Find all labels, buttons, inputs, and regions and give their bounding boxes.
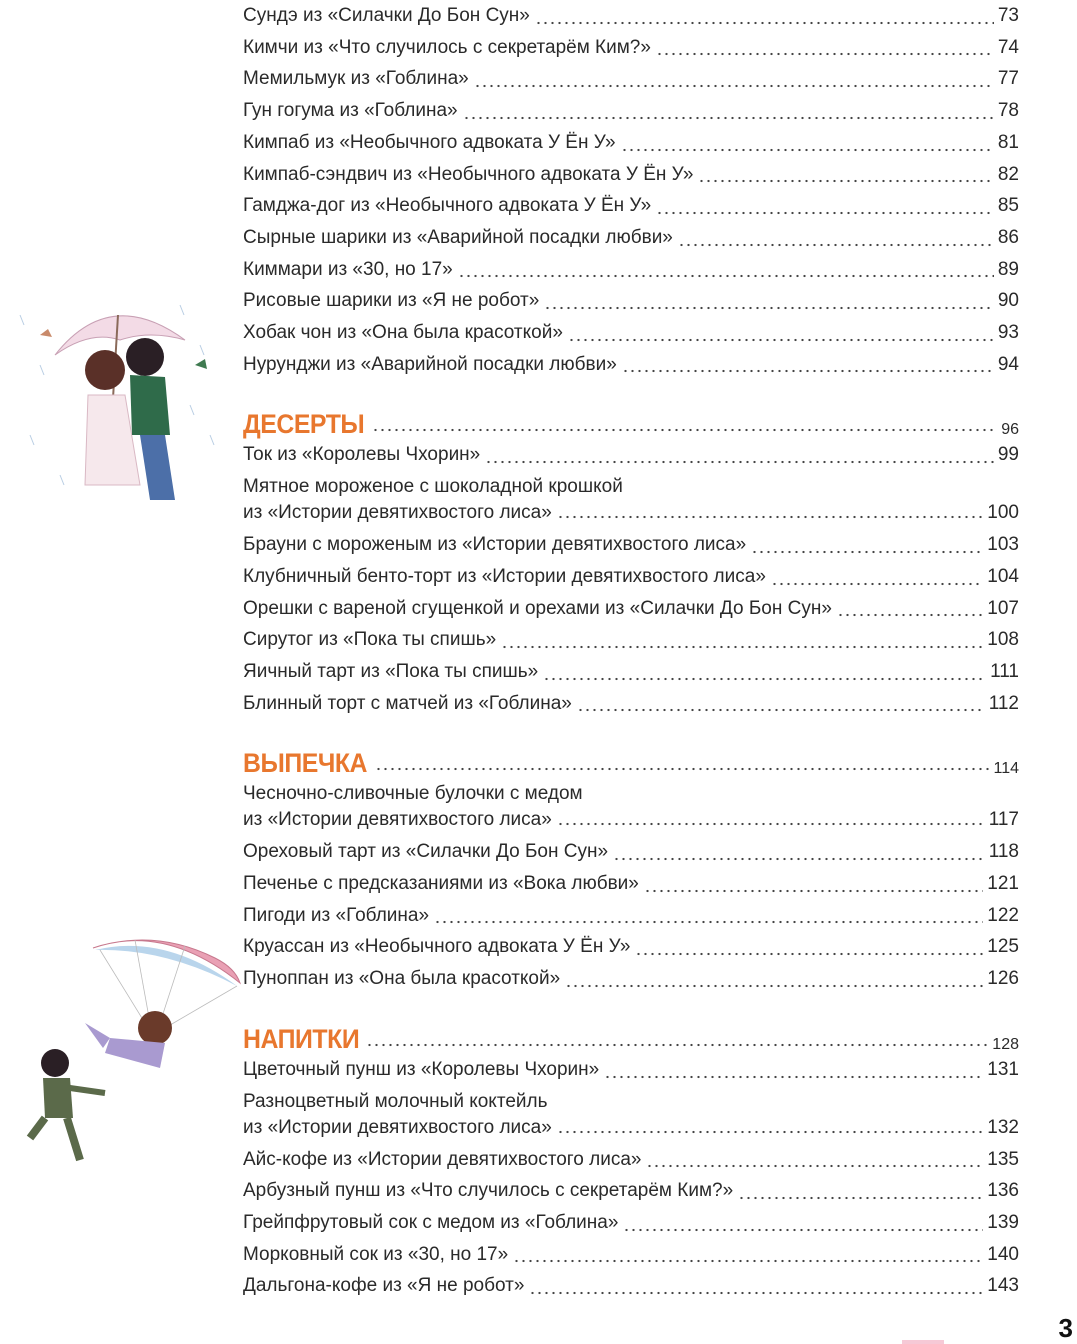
toc-entry[interactable]: [243, 254, 1019, 286]
dot-leader: [751, 546, 983, 554]
toc-section: [243, 402, 1019, 719]
toc-entry[interactable]: [243, 1144, 1019, 1176]
toc-entry[interactable]: [243, 593, 1019, 625]
dot-leader: [372, 424, 997, 432]
toc-entry[interactable]: [243, 222, 1019, 254]
toc-entry[interactable]: [243, 836, 1019, 868]
section-heading[interactable]: [243, 741, 1019, 778]
entry-page: 100: [987, 502, 1019, 524]
entry-title: Пигоди из «Гоблина»: [243, 904, 430, 926]
dot-leader: [557, 511, 984, 519]
dot-leader: [513, 1255, 983, 1263]
dot-leader: [622, 365, 994, 373]
dot-leader: [529, 1287, 983, 1295]
entry-page: 86: [997, 226, 1019, 248]
entry-title: Ток из «Королевы Чхорин»: [243, 444, 481, 466]
dot-leader: [535, 17, 994, 25]
entry-title-line: Мятное мороженое с шоколадной крошкой: [243, 476, 623, 498]
toc-entry[interactable]: [243, 963, 1019, 995]
dot-leader: [678, 239, 994, 247]
entry-title: Печенье с предсказаниями из «Вока любви»: [243, 873, 639, 895]
dot-leader: [557, 818, 985, 826]
entry-page: 135: [987, 1148, 1019, 1170]
section-heading-page: 114: [993, 760, 1019, 778]
entry-last-line: [243, 807, 1019, 833]
entry-page: 139: [987, 1211, 1019, 1233]
toc-entry[interactable]: [243, 778, 1019, 836]
entry-page: 104: [987, 565, 1019, 587]
entry-title: Сирутог из «Пока ты спишь»: [243, 629, 497, 651]
dot-leader: [738, 1192, 983, 1200]
dot-leader: [656, 207, 994, 215]
dot-leader: [623, 1224, 983, 1232]
dot-leader: [656, 48, 994, 56]
dot-leader: [646, 1160, 983, 1168]
toc-entry[interactable]: [243, 656, 1019, 688]
entry-title: Кимпаб-сэндвич из «Необычного адвоката У Ён У»: [243, 163, 694, 185]
dot-leader: [501, 641, 983, 649]
dot-leader: [557, 1126, 984, 1134]
toc-entry[interactable]: [243, 0, 1019, 32]
entry-title: Рисовые шарики из «Я не робот»: [243, 290, 540, 312]
entry-title: Хобак чон из «Она была красоткой»: [243, 322, 563, 344]
entry-title-line: Разноцветный молочный коктейль: [243, 1090, 548, 1112]
toc-entry[interactable]: [243, 529, 1019, 561]
entry-page: 126: [987, 968, 1019, 990]
entry-page: 74: [997, 36, 1019, 58]
entry-page: 82: [997, 163, 1019, 185]
entry-page: 89: [997, 258, 1019, 280]
entry-page: 77: [997, 68, 1019, 90]
entry-title: Морковный сок из «30, но 17»: [243, 1243, 509, 1265]
entry-last-line: [243, 1115, 1019, 1141]
toc-section: [243, 0, 1019, 380]
dot-leader: [474, 80, 994, 88]
entry-title: Киммари из «30, но 17»: [243, 258, 453, 280]
entry-title: Ореховый тарт из «Силачки До Бон Сун»: [243, 841, 609, 863]
dot-leader: [613, 853, 985, 861]
entry-title: Клубничный бенто-торт из «Истории девятихвостого лиса»: [243, 565, 766, 587]
toc-section: [243, 1017, 1019, 1302]
toc-entry[interactable]: [243, 1086, 1019, 1144]
toc-entry[interactable]: [243, 32, 1019, 64]
dot-leader: [565, 980, 983, 988]
entry-page: 121: [987, 873, 1019, 895]
toc-entry[interactable]: [243, 63, 1019, 95]
dot-leader: [644, 885, 983, 893]
entry-page: 85: [997, 195, 1019, 217]
entry-page: 78: [997, 100, 1019, 122]
toc-entry[interactable]: [243, 868, 1019, 900]
dot-leader: [568, 334, 994, 342]
entry-page: 90: [997, 290, 1019, 312]
entry-page: 131: [987, 1058, 1019, 1080]
dot-leader: [544, 302, 994, 310]
entry-title: Брауни с мороженым из «Истории девятихвостого лиса»: [243, 534, 747, 556]
toc-section: [243, 741, 1019, 995]
entry-page: 132: [987, 1116, 1019, 1138]
entry-title: Дальгона-кофе из «Я не робот»: [243, 1275, 525, 1297]
entry-page: 108: [987, 629, 1019, 651]
toc-entry[interactable]: [243, 1270, 1019, 1302]
entry-page: 136: [987, 1180, 1019, 1202]
toc-entry[interactable]: [243, 688, 1019, 720]
entry-title: Орешки с вареной сгущенкой и орехами из «Силачки До Бон Сун»: [243, 597, 832, 619]
decorative-pink-bar: [902, 1340, 944, 1344]
toc-entry[interactable]: [243, 1054, 1019, 1086]
entry-title: Нурунджи из «Аварийной посадки любви»: [243, 353, 617, 375]
entry-title: Пуноппан из «Она была красоткой»: [243, 968, 561, 990]
entry-title: Арбузный пунш из «Что случилось с секретарём Ким?»: [243, 1180, 734, 1202]
entry-title: Кимчи из «Что случилось с секретарём Ким?»: [243, 36, 651, 58]
toc-entry[interactable]: [243, 561, 1019, 593]
entry-title: Яичный тарт из «Пока ты спишь»: [243, 660, 539, 682]
entry-page: 111: [990, 660, 1019, 682]
entry-title-line: из «Истории девятихвостого лиса»: [243, 1116, 552, 1138]
dot-leader: [463, 112, 994, 120]
dot-leader: [485, 456, 994, 464]
section-heading[interactable]: [243, 1017, 1019, 1054]
entry-page: 107: [987, 597, 1019, 619]
entry-page: 93: [997, 322, 1019, 344]
dot-leader: [375, 763, 990, 771]
entry-title-line: Чесночно-сливочные булочки с медом: [243, 783, 583, 805]
dot-leader: [837, 609, 983, 617]
toc-entry[interactable]: [243, 624, 1019, 656]
toc-entry[interactable]: [243, 1175, 1019, 1207]
dot-leader: [771, 578, 983, 586]
section-heading-label: ВЫПЕЧКА: [243, 748, 368, 779]
toc-entry[interactable]: [243, 317, 1019, 349]
dot-leader: [698, 175, 993, 183]
dot-leader: [543, 673, 986, 681]
entry-page: 73: [997, 5, 1019, 26]
dot-leader: [458, 270, 994, 278]
entry-title: Сундэ из «Силачки До Бон Сун»: [243, 5, 530, 26]
dot-leader: [635, 948, 983, 956]
toc-entry[interactable]: [243, 159, 1019, 191]
toc-entry[interactable]: [243, 127, 1019, 159]
section-heading[interactable]: [243, 402, 1019, 439]
section-heading-page: 96: [1001, 421, 1019, 439]
entry-page: 122: [987, 904, 1019, 926]
toc-entry[interactable]: [243, 190, 1019, 222]
dot-leader: [366, 1039, 988, 1047]
toc-entry[interactable]: [243, 900, 1019, 932]
section-heading-label: НАПИТКИ: [243, 1023, 360, 1054]
entry-title-line: из «Истории девятихвостого лиса»: [243, 502, 552, 524]
toc-entry[interactable]: [243, 95, 1019, 127]
entry-page: 103: [987, 534, 1019, 556]
section-heading-label: ДЕСЕРТЫ: [243, 409, 365, 440]
dot-leader: [577, 704, 985, 712]
toc-entry[interactable]: [243, 1207, 1019, 1239]
entry-page: 125: [987, 936, 1019, 958]
entry-title: Кимпаб из «Необычного адвоката У Ён У»: [243, 131, 616, 153]
entry-title: Мемильмук из «Гоблина»: [243, 68, 469, 90]
entry-title: Грейпфрутовый сок с медом из «Гоблина»: [243, 1211, 619, 1233]
entry-title: Гамджа-дог из «Необычного адвоката У Ён У»: [243, 195, 652, 217]
entry-title: Сырные шарики из «Аварийной посадки любви»: [243, 226, 673, 248]
entry-page: 143: [987, 1275, 1019, 1297]
table-of-contents: [243, 0, 1019, 1302]
entry-last-line: [243, 500, 1019, 526]
toc-entry[interactable]: [243, 285, 1019, 317]
entry-page: 117: [988, 809, 1019, 831]
page-number: 3: [1058, 1313, 1073, 1343]
paraglider-couple-illustration: [15, 928, 247, 1168]
entry-title: Цветочный пунш из «Королевы Чхорин»: [243, 1058, 600, 1080]
entry-title: Айс-кофе из «Истории девятихвостого лиса»: [243, 1148, 642, 1170]
toc-entry[interactable]: [243, 349, 1019, 381]
entry-page: 94: [997, 353, 1019, 375]
toc-entry[interactable]: [243, 1239, 1019, 1271]
dot-leader: [434, 916, 983, 924]
entry-title: Гун гогума из «Гоблина»: [243, 100, 458, 122]
toc-entry[interactable]: [243, 439, 1019, 471]
entry-title: Круассан из «Необычного адвоката У Ён У»: [243, 936, 631, 958]
entry-page: 118: [988, 841, 1019, 863]
dot-leader: [621, 144, 994, 152]
dot-leader: [604, 1071, 983, 1079]
entry-title-line: из «Истории девятихвостого лиса»: [243, 809, 552, 831]
entry-page: 140: [987, 1243, 1019, 1265]
entry-page: 112: [988, 692, 1019, 714]
entry-page: 99: [997, 444, 1019, 466]
toc-entry[interactable]: [243, 931, 1019, 963]
couple-umbrella-illustration: [0, 285, 225, 520]
toc-entry[interactable]: [243, 471, 1019, 529]
entry-title: Блинный торт с матчей из «Гоблина»: [243, 692, 572, 714]
entry-page: 81: [997, 131, 1019, 153]
section-heading-page: 128: [992, 1035, 1019, 1053]
